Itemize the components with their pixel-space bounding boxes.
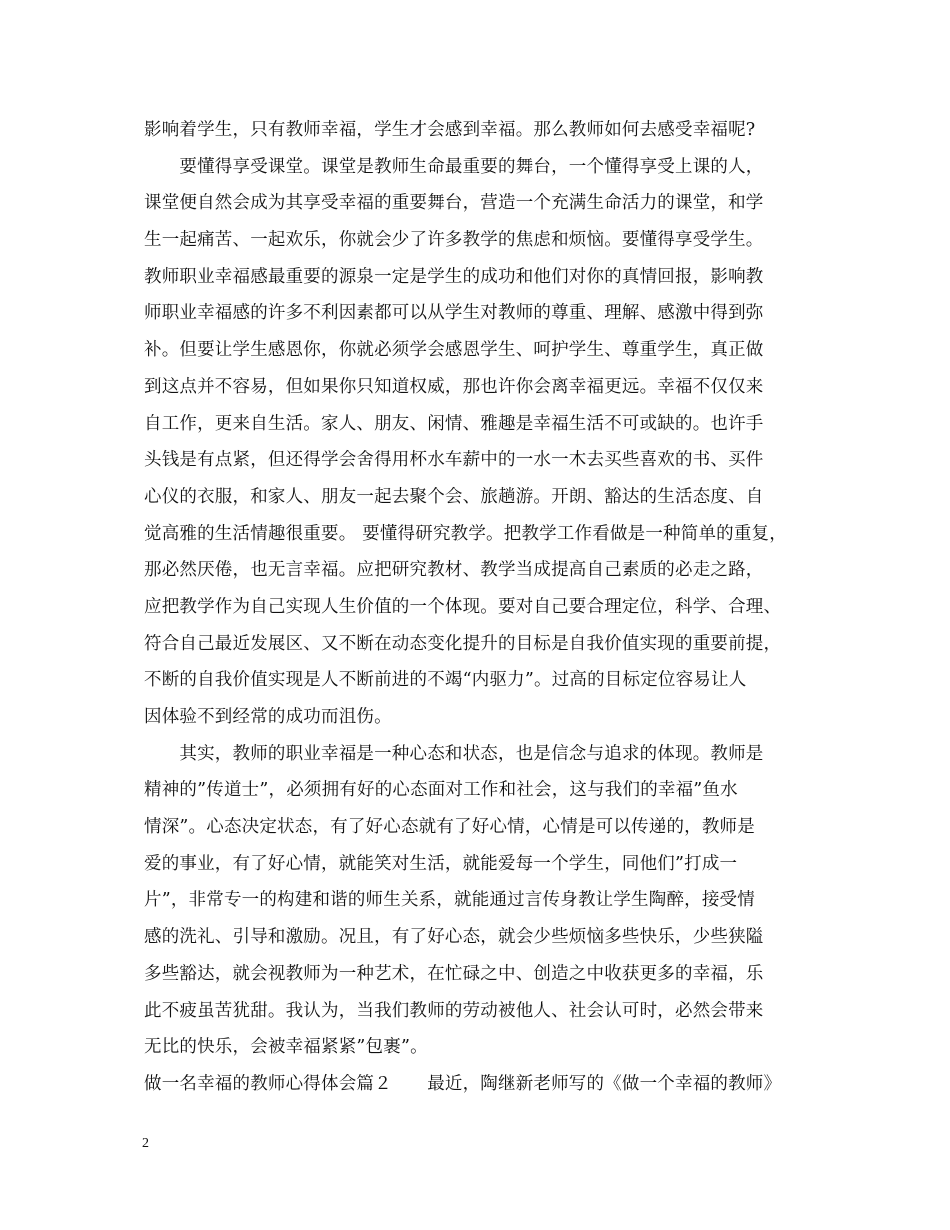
- text-line: 生一起痛苦、一起欢乐，你就会少了许多教学的焦虑和烦恼。要懂得享受学生。: [144, 230, 764, 251]
- body-text: [144, 112, 824, 1103]
- text-line: 片”，非常专一的构建和谐的师生关系，就能通过言传身教让学生陶醉，接受情: [144, 890, 755, 911]
- text-line: 精神的”传道士”，必须拥有好的心态面对工作和社会，这与我们的幸福”鱼水: [144, 780, 738, 801]
- text-line: 那必然厌倦，也无言幸福。应把研究教材、教学当成提高自己素质的必走之路，: [144, 560, 764, 581]
- text-line: 爱的事业，有了好心情，就能笑对生活，就能爱每一个学生，同他们”打成一: [144, 853, 738, 874]
- text-line: 多些豁达，就会视教师为一种艺术，在忙碌之中、创造之中收获更多的幸福，乐: [144, 963, 764, 984]
- text-line: 要懂得享受课堂。课堂是教师生命最重要的舞台，一个懂得享受上课的人，: [144, 156, 764, 177]
- text-line: 补。但要让学生感恩你，你就必须学会感恩学生、呵护学生、尊重学生，真正做: [144, 340, 764, 361]
- text-line: 不断的自我价值实现是人不断前进的不竭“内驱力”。过高的目标定位容易让人: [144, 670, 747, 691]
- text-line: 教师职业幸福感最重要的源泉一定是学生的成功和他们对你的真情回报，影响教: [144, 266, 764, 287]
- text-line: 心仪的衣服，和家人、朋友一起去聚个会、旅趟游。开朗、豁达的生活态度、自: [144, 486, 764, 507]
- text-line: 情深”。心态决定状态，有了好心态就有了好心情，心情是可以传递的，教师是: [144, 817, 755, 838]
- text-line: 头钱是有点紧，但还得学会舍得用杯水车薪中的一水一木去买些喜欢的书、买件: [144, 450, 764, 471]
- section-heading-line: 做一名幸福的教师心得体会篇２ 最近，陶继新老师写的《做一个幸福的教师》: [144, 1073, 782, 1094]
- text-line: 课堂便自然会成为其享受幸福的重要舞台，营造一个充满生命活力的课堂，和学: [144, 193, 764, 214]
- text-line: 自工作，更来自生活。家人、朋友、闲情、雅趣是幸福生活不可或缺的。也许手: [144, 413, 764, 434]
- text-line: 因体验不到经常的成功而沮伤。: [144, 707, 392, 727]
- text-line: 到这点并不容易，但如果你只知道权威，那也许你会离幸福更远。幸福不仅仅来: [144, 376, 764, 397]
- text-line: 此不疲虽苦犹甜。我认为，当我们教师的劳动被他人、社会认可时，必然会带来: [144, 1000, 764, 1021]
- text-line: 其实，教师的职业幸福是一种心态和状态，也是信念与追求的体现。教师是: [144, 743, 764, 764]
- text-line: 符合自己最近发展区、又不断在动态变化提升的目标是自我价值实现的重要前提，: [144, 633, 782, 654]
- text-line: 觉高雅的生活情趣很重要。 要懂得研究教学。把教学工作看做是一种简单的重复，: [144, 523, 787, 544]
- text-line: 师职业幸福感的许多不利因素都可以从学生对教师的尊重、理解、感激中得到弥: [144, 303, 764, 324]
- text-line: 无比的快乐，会被幸福紧紧”包裹”。: [144, 1037, 428, 1058]
- text-line: 感的洗礼、引导和激励。况且，有了好心态，就会少些烦恼多些快乐，少些狭隘: [144, 927, 764, 948]
- text-line: 影响着学生，只有教师幸福，学生才会感到幸福。那么教师如何去感受幸福呢?: [144, 120, 756, 140]
- text-line: 应把教学作为自己实现人生价值的一个体现。要对自己要合理定位，科学、合理、: [144, 596, 782, 617]
- page-number: 2: [142, 1136, 149, 1151]
